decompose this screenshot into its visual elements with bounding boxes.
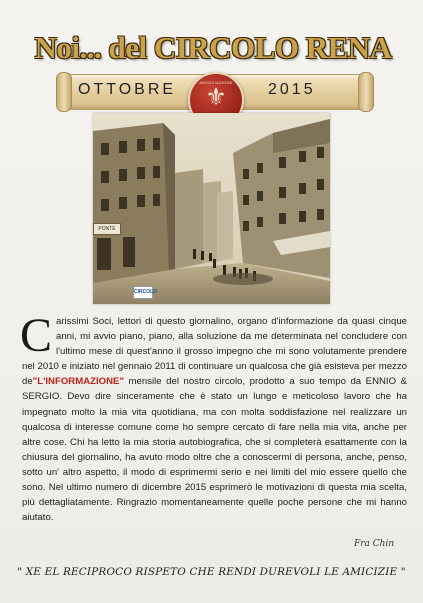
page-title: Noi... del CIRCOLO RENA	[34, 30, 392, 65]
emblem-top-text: ASSOCIAZIONE	[199, 80, 233, 85]
banner-left-roll	[56, 72, 72, 112]
footer-quote: " XE EL RECIPROCO RISPETO CHE RENDI DUREVOLI LE AMICIZIE "	[17, 566, 406, 578]
article-paragraph-part2: mensile del nostro circolo, prodotto a suo tempo da ENNIO & SERGIO. Devo dire sinceramente che è stato un lungo e meticoloso lavoro che ha impegnato molto la mia vita quotidiana, ma con molta soddisfazione nel realizzare un qualcosa di interesse comune come ho sempre cercato di fare nella mia vita, anche per altre cose. Chi ha letto la mia storia autobiografica, che si completerà esattamente con la chiusura del giornalino, ha avuto modo oltre che a conoscermi di persona, anche, penso, sotto un' altro aspetto, il modo di esprimermi serio e nei limiti del mio essere quello che sono. Nel ultimo numero di dicembre 2015 esprimerò le motivazioni di questa mia scelta, più dettagliatamente. Ringrazio momentaneamente quelle poche persone che mi hanno aiutato.	[22, 376, 407, 524]
historic-street-photo	[93, 113, 330, 304]
banner-month: OTTOBRE	[78, 81, 177, 98]
shop-sign: PONTE	[93, 223, 121, 235]
highlighted-title: "L'INFORMAZIONE"	[32, 376, 124, 388]
banner-right-roll	[358, 72, 374, 112]
street-scene-illustration	[93, 113, 330, 304]
fleur-de-lis-icon: ⚜	[205, 84, 227, 111]
drop-cap: C	[20, 309, 53, 362]
article-paragraph-part1: arissimi Soci, lettori di questo giornalino, organo d'informazione da quasi cinque anni, mi avvio piano, piano, alla soluzione da me determinata nel concludere con l'ultimo mese di quest'anno il grosso impegno che mi sono volutamente prendere nel 2010 e iniziato nel gennaio 2011 di continuare un qualcosa che già esisteva per mezzo de	[22, 316, 407, 388]
article-body	[20, 309, 407, 525]
author-signature: Fra Chin	[354, 539, 395, 549]
brand-badge: CIRCOLO	[133, 286, 153, 299]
banner-year: 2015	[268, 81, 316, 98]
